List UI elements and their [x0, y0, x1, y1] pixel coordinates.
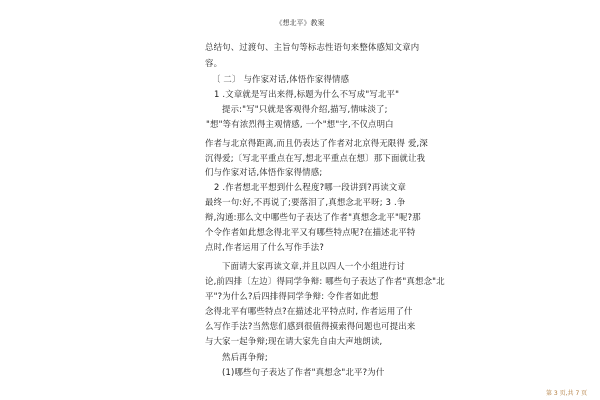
text-line-13: 个令作者如此想念得北平又有哪些特点呢?在描述北平特: [205, 227, 416, 237]
text-line-21: 然后再争辩;: [222, 352, 268, 362]
page-header: 《想北平》教案: [275, 19, 325, 27]
text-line-12: 辩,沟通:那么文中哪些句子表达了作者"真想念北平"呢?那: [205, 212, 421, 222]
section-heading-2: 〔 二〕 与作家对话,体悟作家得情感: [212, 74, 350, 84]
text-line-2: 容。: [205, 58, 223, 68]
text-line-11: 最终一句:好,不再说了;要落泪了,真想念北平呀; 3 .争: [205, 197, 406, 207]
text-line-18: 念得北平有哪些特点?在描述北平特点时, 作者运用了什: [205, 306, 413, 316]
text-line-20: 与大家一起争辩;现在请大家先自由大声地朗读,: [205, 336, 383, 346]
text-line-15: 下面请大家再读文章,并且以四人一个小组进行讨: [222, 261, 405, 271]
text-line-9: 们与作家对话,体悟作家得情感;: [205, 167, 323, 177]
text-line-16: 论,前四排〔左边〕得同学争辩: 哪些句子表达了作者"真想念"北: [205, 276, 445, 286]
text-line-7: 作者与北京得距离,而且仍表达了作者对北京得无限得 爱,深: [205, 138, 428, 148]
text-line-19: 么写作手法?当然您们感到很值得摸索得问题也可提出来: [205, 321, 416, 331]
text-line-6: "想"等有浓烈得主观情感, 一个"想"字,不仅点明白: [206, 119, 394, 129]
text-line-8: 沉得爱;〔写北平重点在写,想北平重点在想〕那下面就让我: [205, 153, 426, 163]
question-2: 2 .作者想北平想到什么程度?哪一段讲到?再读文章: [214, 182, 407, 192]
text-line-22: (1)哪些句子表达了作者"真想念"北平?为什: [222, 367, 385, 377]
page-footer: 第 3 页,共 7 页: [546, 390, 588, 397]
question-1: 1 .文章就是写出来得,标题为什么不写成"写北平": [214, 89, 400, 99]
text-line-17: 平"?为什么?后四排得同学争辩: 令作者如此想: [205, 291, 379, 301]
hint-line: 提示:"写"只就是客观得介绍,描写,情味淡了;: [222, 104, 388, 114]
text-line-14: 点时,作者运用了什么写作手法?: [205, 242, 324, 252]
text-line-1: 总结句、过渡句、主旨句等标志性语句来整体感知文章内: [205, 42, 420, 52]
